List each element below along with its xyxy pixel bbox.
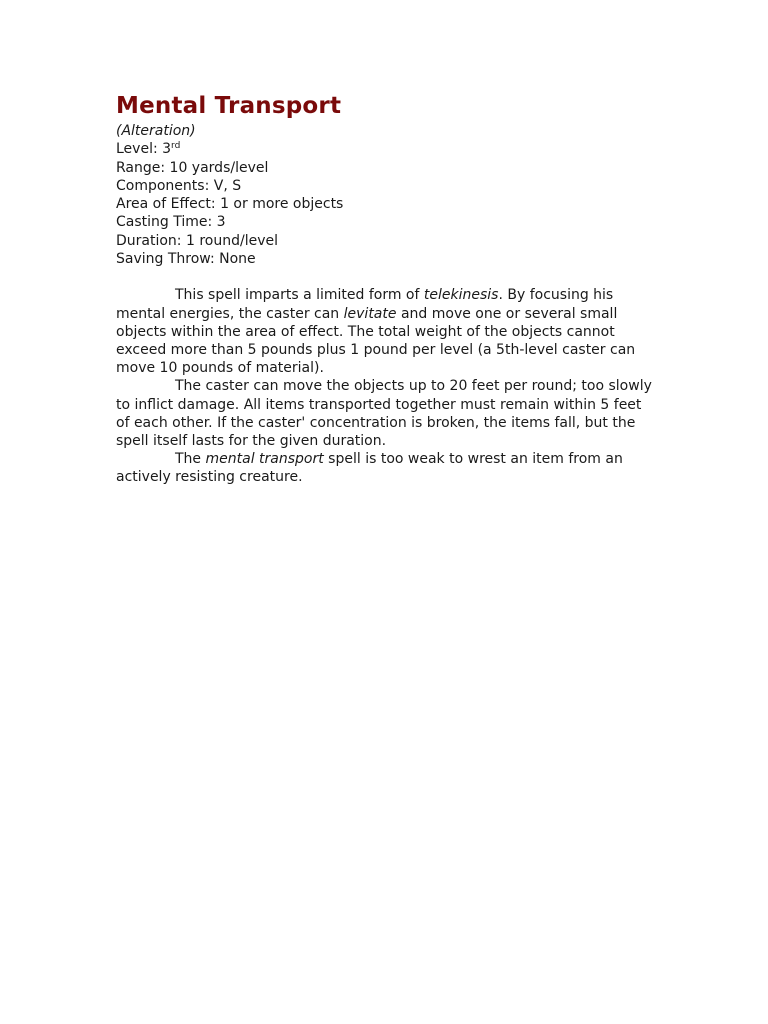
p1-emphasis-telekinesis: telekinesis — [423, 287, 499, 304]
spell-level-suffix: rd — [171, 141, 181, 152]
p3-emphasis-mental-transport: mental transport — [205, 451, 324, 468]
description-paragraph-3 — [116, 450, 656, 486]
spell-casting-time: Casting Time: 3 — [116, 214, 226, 231]
spell-components: Components: V, S — [116, 177, 242, 194]
p1-text-e: and move one or several small objects within the area of effect. The total weight of the objects cannot exceed more than 5 pounds plus 1 pound per level (a 5th-level caster can move 10 pounds of material). — [116, 305, 636, 377]
spell-title: Mental Transport — [116, 93, 342, 119]
spell-description — [116, 286, 656, 486]
p3-text-c: spell is too weak to wrest an item from an actively resisting creature. — [116, 451, 623, 486]
spell-range: Range: 10 yards/level — [116, 159, 269, 176]
spell-school: (Alteration) — [116, 123, 196, 139]
description-paragraph-2: The caster can move the objects up to 20 feet per round; too slowly to inflict damage. All items transported together must remain within 5 feet of each other. If the caster' concentration is broken, the items fall, but the spell itself lasts for the given duration. — [116, 378, 652, 449]
spell-saving-throw: Saving Throw: None — [116, 251, 256, 268]
document-page — [116, 90, 656, 487]
spell-level — [116, 140, 656, 158]
spell-stats — [116, 122, 656, 268]
spell-level-text: Level: 3 — [116, 141, 172, 158]
description-paragraph-1 — [116, 286, 656, 377]
p1-text-c: . By focusing his mental energies, the caster can — [116, 287, 614, 322]
spell-duration: Duration: 1 round/level — [116, 232, 278, 249]
p1-emphasis-levitate: levitate — [343, 305, 397, 322]
p1-text-a: This spell imparts a limited form of — [175, 287, 424, 304]
p3-text-a: The — [175, 451, 206, 468]
spell-area-of-effect: Area of Effect: 1 or more objects — [116, 196, 344, 213]
